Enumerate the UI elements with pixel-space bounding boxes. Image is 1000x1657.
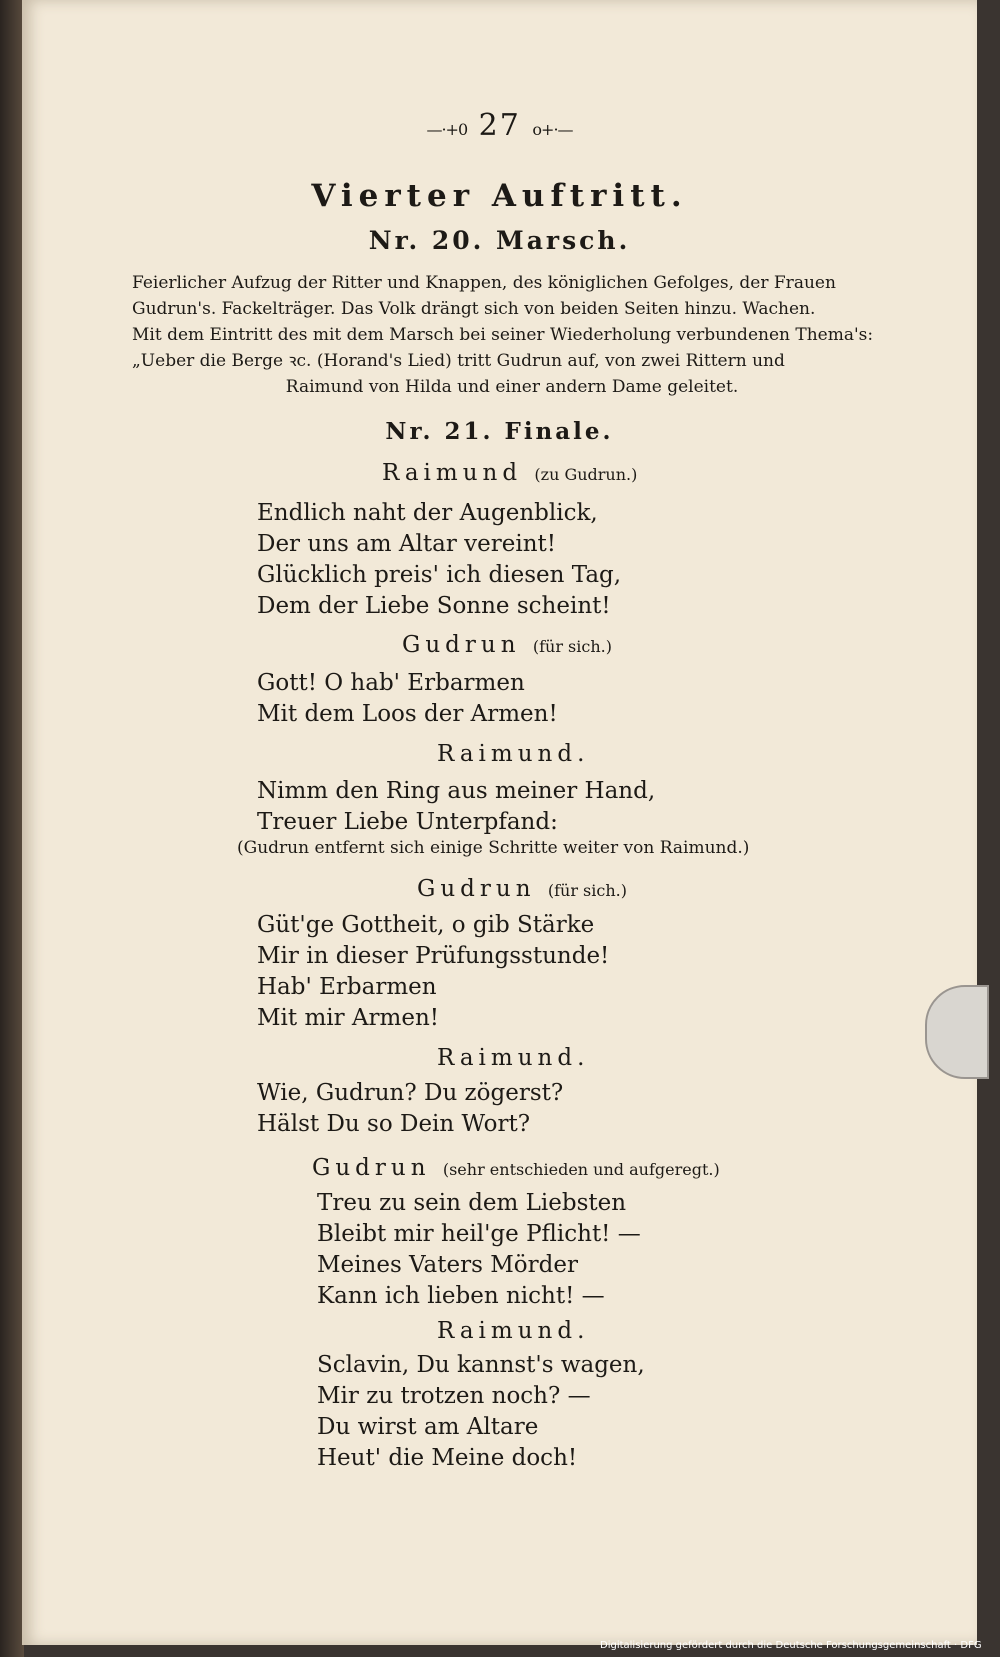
verse-line: Hälst Du so Dein Wort? [257, 1111, 531, 1137]
verse-block [317, 1350, 645, 1474]
verse-block [257, 1078, 563, 1140]
verse-line: Heut' die Meine doch! [317, 1445, 578, 1471]
speaker-label: Raimund. [437, 1318, 590, 1344]
speaker-name [437, 1318, 589, 1344]
verse-line: Mir zu trotzen noch? — [317, 1383, 591, 1409]
verse-line: Mir in dieser Prüfungsstunde! [257, 943, 610, 969]
footer-credit: Digitalisierung gefördert durch die Deutsche Forschungsgemeinschaft · DFG [600, 1640, 982, 1651]
verse-block [257, 498, 621, 622]
speaker-name [312, 1155, 720, 1181]
scene-title: Vierter Auftritt. [311, 178, 688, 214]
verse-line: Der uns am Altar vereint! [257, 531, 557, 557]
verse-line: Nimm den Ring aus meiner Hand, [257, 778, 656, 804]
speaker-label: Gudrun [417, 876, 536, 902]
speaker-name [437, 741, 589, 767]
page-tab-marker [925, 985, 989, 1079]
speaker-label: Raimund. [437, 741, 590, 767]
stage-direction-line: „Ueber die Berge ꝛc. (Horand's Lied) tritt Gudrun auf, von zwei Rittern und [132, 351, 785, 371]
verse-line: Gott! O hab' Erbarmen [257, 670, 525, 696]
speaker-name [402, 632, 612, 658]
speaker-direction: (zu Gudrun.) [534, 465, 638, 484]
stage-direction-line: Mit dem Eintritt des mit dem Marsch bei seiner Wiederholung verbundenen Thema's: [132, 325, 874, 345]
verse-line: Wie, Gudrun? Du zögerst? [257, 1080, 564, 1106]
stage-direction [132, 270, 892, 400]
ornament-right: o+·— [532, 120, 573, 139]
verse-line: Hab' Erbarmen [257, 974, 437, 1000]
verse-block [257, 776, 655, 838]
verse-line: Mit mir Armen! [257, 1005, 440, 1031]
verse-line: Meines Vaters Mörder [317, 1252, 578, 1278]
verse-block [257, 668, 558, 730]
book-spine [0, 0, 24, 1657]
page-number: 27 [478, 108, 521, 143]
speaker-name [382, 460, 637, 486]
verse-line: Glücklich preis' ich diesen Tag, [257, 562, 622, 588]
verse-block [257, 910, 609, 1034]
speaker-direction: (für sich.) [547, 881, 627, 900]
book-page [22, 0, 977, 1645]
number-21-heading: Nr. 21. Finale. [385, 418, 614, 445]
verse-line: Endlich naht der Augenblick, [257, 500, 598, 526]
page-number-line [22, 108, 977, 143]
speaker-label: Gudrun [402, 632, 521, 658]
speaker-name [437, 1045, 589, 1071]
verse-line: Bleibt mir heil'ge Pflicht! — [317, 1221, 641, 1247]
speaker-direction: (sehr entschieden und aufgeregt.) [442, 1160, 720, 1179]
verse-line: Treu zu sein dem Liebsten [317, 1190, 627, 1216]
verse-line: Sclavin, Du kannst's wagen, [317, 1352, 645, 1378]
speaker-name [417, 876, 627, 902]
speaker-label: Gudrun [312, 1155, 431, 1181]
ornament-left: —·+0 [426, 120, 468, 139]
stage-direction-line: Gudrun's. Fackelträger. Das Volk drängt sich von beiden Seiten hinzu. Wachen. [132, 299, 816, 319]
verse-line: Mit dem Loos der Armen! [257, 701, 558, 727]
stage-direction-line: Raimund von Hilda und einer andern Dame geleitet. [285, 377, 739, 397]
speaker-label: Raimund [382, 460, 523, 486]
number-20-heading: Nr. 20. Marsch. [368, 226, 631, 255]
verse-block [317, 1188, 641, 1312]
speaker-direction: (für sich.) [532, 637, 612, 656]
verse-line: Du wirst am Altare [317, 1414, 539, 1440]
stage-direction-line: Feierlicher Aufzug der Ritter und Knappen, des königlichen Gefolges, der Frauen [132, 273, 836, 293]
verse-line: Dem der Liebe Sonne scheint! [257, 593, 611, 619]
mid-stage-direction: (Gudrun entfernt sich einige Schritte weiter von Raimund.) [237, 838, 750, 858]
speaker-label: Raimund. [437, 1045, 590, 1071]
verse-line: Treuer Liebe Unterpfand: [257, 809, 558, 835]
verse-line: Güt'ge Gottheit, o gib Stärke [257, 912, 595, 938]
verse-line: Kann ich lieben nicht! — [317, 1283, 605, 1309]
